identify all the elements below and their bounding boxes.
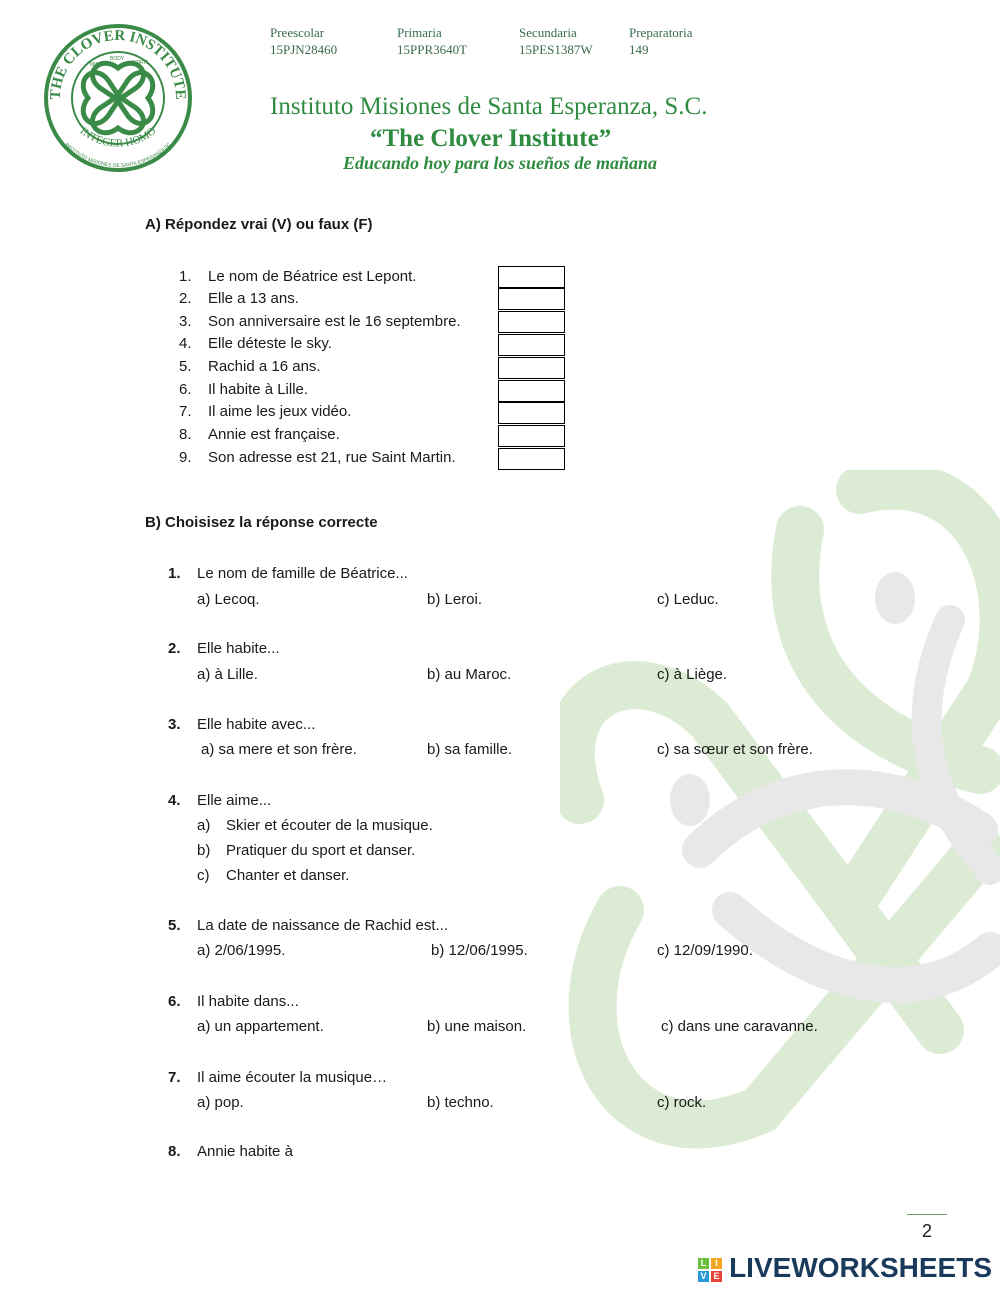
tf-statement: Son adresse est 21, rue Saint Martin. [208, 449, 456, 466]
level-preescolar [270, 24, 337, 58]
option-b[interactable]: b) au Maroc. [427, 666, 512, 683]
logo-letter: E [711, 1271, 722, 1282]
tf-statement: Rachid a 16 ans. [208, 358, 321, 375]
option-letter: b) [197, 842, 211, 859]
level-name: Preparatoria [629, 25, 693, 40]
tf-answer-box-1[interactable] [498, 266, 565, 288]
question-text: Il habite dans... [197, 993, 299, 1010]
clover-watermark [560, 470, 1000, 1180]
page-number: 2 [921, 1221, 932, 1241]
logo-letter: L [698, 1258, 709, 1269]
logo-letter: I [711, 1258, 722, 1269]
option-a[interactable]: a) 2/06/1995. [197, 942, 286, 959]
level-secundaria [519, 24, 593, 58]
logo-outer-text: THE CLOVER INSTITUTE [47, 27, 189, 100]
tf-answer-box-9[interactable] [498, 448, 565, 470]
level-name: Primaria [397, 25, 442, 40]
option-b[interactable]: b) Leroi. [427, 591, 483, 608]
option-b[interactable]: b) sa famille. [427, 741, 513, 758]
tf-answer-box-6[interactable] [498, 380, 565, 402]
tf-answer-box-7[interactable] [498, 402, 565, 424]
question-number: 5. [168, 917, 181, 934]
question-number: 8. [168, 1143, 181, 1160]
logo-word-spirit: SPIRIT [132, 60, 149, 66]
tf-number: 1. [179, 268, 192, 285]
level-code: 15PJN28460 [270, 42, 338, 57]
level-code: 15PES1387W [519, 42, 593, 57]
level-primaria [397, 24, 467, 58]
tf-statement: Il habite à Lille. [208, 381, 309, 398]
tf-statement: Elle déteste le sky. [208, 335, 332, 352]
tf-answer-box-8[interactable] [498, 425, 565, 447]
liveworksheets-logo-icon [698, 1258, 722, 1282]
tf-statement: Annie est française. [208, 426, 340, 443]
option-c[interactable]: c) Leduc. [657, 591, 719, 608]
level-preparatoria [629, 24, 693, 58]
question-number: 2. [168, 640, 181, 657]
tf-number: 5. [179, 358, 192, 375]
tf-statement: Il aime les jeux vidéo. [208, 403, 352, 420]
tf-statement: Le nom de Béatrice est Lepont. [208, 268, 417, 285]
tf-answer-box-5[interactable] [498, 357, 565, 379]
question-text: Elle habite... [197, 640, 280, 657]
logo-word-mind: MIND [90, 62, 103, 68]
question-number: 7. [168, 1069, 181, 1086]
logo-word-body: BODY [110, 56, 125, 62]
option-a[interactable]: a) pop. [197, 1094, 244, 1111]
question-text: Elle aime... [197, 792, 272, 809]
tf-number: 8. [179, 426, 192, 443]
question-text: Annie habite à [197, 1143, 293, 1160]
option-c[interactable]: Chanter et danser. [226, 867, 350, 884]
option-c[interactable]: c) dans une caravanne. [661, 1018, 818, 1035]
option-a[interactable]: a) sa mere et son frère. [201, 741, 357, 758]
watermark-dot [875, 572, 915, 624]
section-a-title: A) Répondez vrai (V) ou faux (F) [145, 216, 373, 233]
question-number: 6. [168, 993, 181, 1010]
tf-number: 9. [179, 449, 192, 466]
option-a[interactable]: a) Lecoq. [197, 591, 260, 608]
tf-number: 7. [179, 403, 192, 420]
question-number: 1. [168, 565, 181, 582]
option-b[interactable]: b) techno. [427, 1094, 494, 1111]
tf-statement: Elle a 13 ans. [208, 290, 299, 307]
tf-number: 2. [179, 290, 192, 307]
tf-statement: Son anniversaire est le 16 septembre. [208, 313, 461, 330]
logo-band-text: INTEGER HOMO [77, 125, 159, 150]
institution-motto: Educando hoy para los sueños de mañana [343, 153, 658, 173]
tf-answer-box-4[interactable] [498, 334, 565, 356]
option-c[interactable]: c) rock. [657, 1094, 707, 1111]
option-b[interactable]: b) une maison. [427, 1018, 527, 1035]
page-number-rule [907, 1214, 947, 1215]
level-name: Preescolar [270, 25, 325, 40]
option-b[interactable]: Pratiquer du sport et danser. [226, 842, 416, 859]
level-name: Secundaria [519, 25, 577, 40]
clover-institute-logo [38, 18, 198, 178]
question-number: 3. [168, 716, 181, 733]
logo-rim-text: INSTITUTO MISIONES DE SANTA ESPERANZA SC [63, 141, 173, 169]
option-letter: a) [197, 817, 211, 834]
liveworksheets-brand: LIVEWORKSHEETS [729, 1252, 992, 1283]
option-c[interactable]: c) sa sœur et son frère. [657, 741, 813, 758]
institution-subtitle: “The Clover Institute” [370, 125, 612, 152]
option-b[interactable]: b) 12/06/1995. [431, 942, 528, 959]
tf-answer-box-3[interactable] [498, 311, 565, 333]
tf-number: 3. [179, 313, 192, 330]
option-letter: c) [197, 867, 210, 884]
tf-number: 4. [179, 335, 192, 352]
option-c[interactable]: c) 12/09/1990. [657, 942, 753, 959]
option-c[interactable]: c) à Liège. [657, 666, 728, 683]
question-text: Elle habite avec... [197, 716, 316, 733]
tf-answer-box-2[interactable] [498, 288, 565, 310]
section-b-title: B) Choisisez la réponse correcte [145, 514, 378, 531]
level-code: 15PPR3640T [397, 42, 468, 57]
tf-number: 6. [179, 381, 192, 398]
logo-letter: V [698, 1271, 709, 1282]
level-code: 149 [629, 42, 649, 57]
question-text: La date de naissance de Rachid est... [197, 917, 449, 934]
question-text: Le nom de famille de Béatrice... [197, 565, 408, 582]
watermark-dot [670, 774, 710, 826]
question-number: 4. [168, 792, 181, 809]
institution-name: Instituto Misiones de Santa Esperanza, S.C. [270, 93, 708, 120]
option-a[interactable]: a) à Lille. [197, 666, 258, 683]
question-text: Il aime écouter la musique… [197, 1069, 388, 1086]
option-a[interactable]: Skier et écouter de la musique. [226, 817, 433, 834]
option-a[interactable]: a) un appartement. [197, 1018, 324, 1035]
